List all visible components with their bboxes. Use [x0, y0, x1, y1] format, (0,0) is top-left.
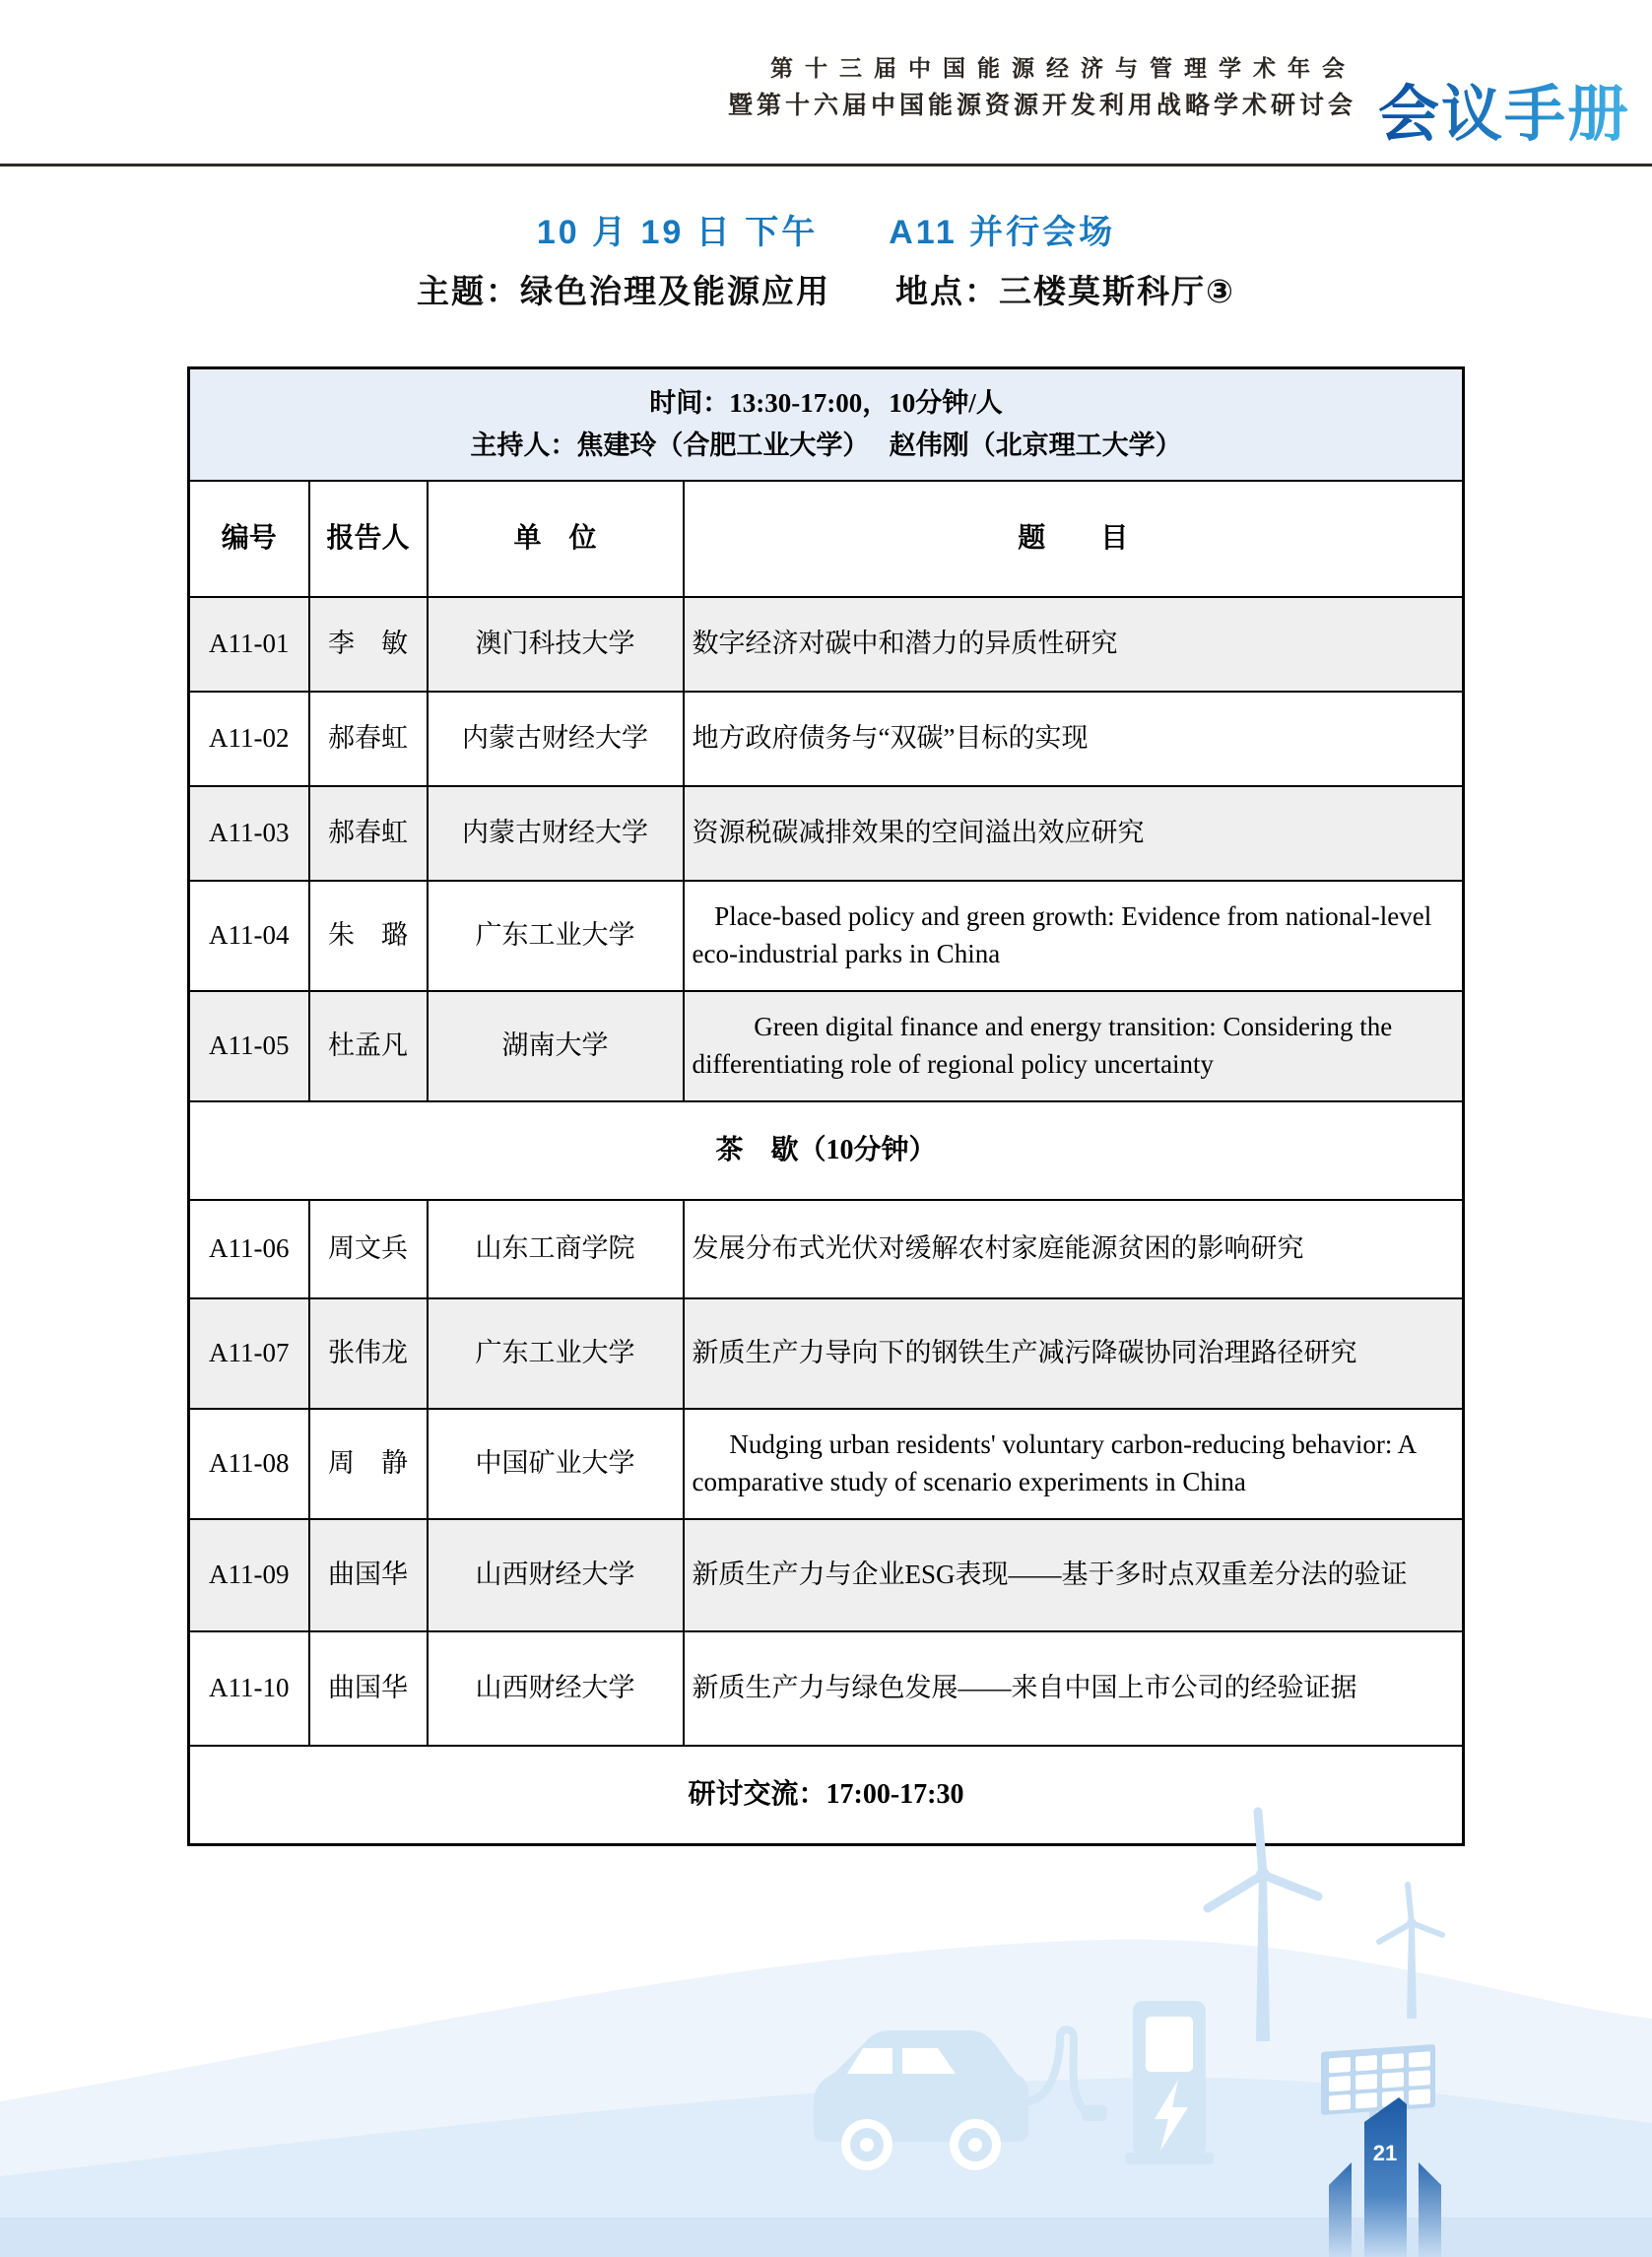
paper-id-cell: A11-09: [189, 1519, 309, 1631]
table-row: [189, 881, 1464, 991]
footer-artwork: [0, 1705, 1652, 2257]
title-cell: 地方政府债务与“双碳”目标的实现: [684, 692, 1464, 786]
session-date: 10 月 19 日 下午: [536, 214, 819, 251]
handbook-logo: 会议手册: [1378, 65, 1630, 153]
schedule-table: [187, 366, 1465, 1846]
speaker-cell: 杜孟凡: [309, 991, 428, 1101]
session-location: 地点：三楼莫斯科厅③: [895, 273, 1235, 309]
speaker-cell: 曲国华: [309, 1631, 428, 1746]
column-header-title: 题 目: [684, 481, 1464, 597]
affiliation-cell: 广东工业大学: [428, 1298, 684, 1409]
topic-heading: [0, 266, 1652, 312]
table-row: [189, 991, 1464, 1101]
speaker-cell: 郝春虹: [309, 692, 428, 786]
paper-id-cell: A11-03: [189, 786, 309, 881]
closing-label: 研讨交流：17:00-17:30: [189, 1746, 1464, 1845]
session-chairs: 主持人：焦建玲（合肥工业大学） 赵伟刚（北京理工大学）: [470, 431, 1182, 460]
table-row: [189, 1409, 1464, 1519]
speaker-cell: 郝春虹: [309, 786, 428, 881]
affiliation-cell: 内蒙古财经大学: [428, 786, 684, 881]
table-row: [189, 1298, 1464, 1409]
title-cell: Place-based policy and green growth: Evidence from national-level eco-industrial parks in China: [684, 881, 1464, 991]
affiliation-cell: 广东工业大学: [428, 881, 684, 991]
speaker-cell: 李 敏: [309, 597, 428, 692]
session-info-cell: [189, 368, 1464, 482]
table-row: [189, 692, 1464, 786]
paper-id-cell: A11-01: [189, 597, 309, 692]
session-info-row: [189, 368, 1464, 482]
conference-title-line2: 暨第十六届中国能源资源开发利用战略学术研讨会: [727, 92, 1356, 119]
conference-banner: [728, 57, 1356, 118]
speaker-cell: 曲国华: [309, 1519, 428, 1631]
affiliation-cell: 澳门科技大学: [428, 597, 684, 692]
tea-break-row: [189, 1101, 1464, 1200]
speaker-cell: 张伟龙: [309, 1298, 428, 1409]
affiliation-cell: 中国矿业大学: [428, 1409, 684, 1519]
title-cell: 新质生产力与企业ESG表现——基于多时点双重差分法的验证: [684, 1519, 1464, 1631]
affiliation-cell: 内蒙古财经大学: [428, 692, 684, 786]
session-heading: [0, 205, 1652, 253]
session-venue: A11 并行会场: [889, 214, 1116, 251]
title-cell: Green digital finance and energy transition: Considering the differentiating role of regional policy uncertainty: [684, 991, 1464, 1101]
title-cell: 资源税碳减排效果的空间溢出效应研究: [684, 786, 1464, 881]
column-header-speaker: 报告人: [309, 481, 428, 597]
affiliation-cell: 山西财经大学: [428, 1631, 684, 1746]
paper-id-cell: A11-04: [189, 881, 309, 991]
paper-id-cell: A11-10: [189, 1631, 309, 1746]
column-header-row: [189, 481, 1464, 597]
title-cell: 新质生产力与绿色发展——来自中国上市公司的经验证据: [684, 1631, 1464, 1746]
affiliation-cell: 山东工商学院: [428, 1200, 684, 1298]
paper-id-cell: A11-08: [189, 1409, 309, 1519]
speaker-cell: 周 静: [309, 1409, 428, 1519]
paper-id-cell: A11-02: [189, 692, 309, 786]
title-cell: Nudging urban residents' voluntary carbon-reducing behavior: A comparative study of scenario experiments in China: [684, 1409, 1464, 1519]
table-row: [189, 1200, 1464, 1298]
charging-station-icon: [1125, 2001, 1214, 2164]
paper-id-cell: A11-07: [189, 1298, 309, 1409]
page-number: 21: [1372, 2141, 1398, 2165]
speaker-cell: 朱 璐: [309, 881, 428, 991]
tea-break-label: 茶 歇（10分钟）: [189, 1101, 1464, 1200]
title-cell: 发展分布式光伏对缓解农村家庭能源贫困的影响研究: [684, 1200, 1464, 1298]
speaker-cell: 周文兵: [309, 1200, 428, 1298]
conference-title-line1: 第十三届中国能源经济与管理学术年会: [770, 55, 1356, 81]
column-header-id: 编号: [189, 481, 309, 597]
title-cell: 数字经济对碳中和潜力的异质性研究: [684, 597, 1464, 692]
table-row: [189, 786, 1464, 881]
affiliation-cell: 山西财经大学: [428, 1519, 684, 1631]
session-time: 时间：13:30-17:00，10分钟/人: [649, 387, 1003, 418]
column-header-affiliation: 单 位: [428, 481, 684, 597]
session-topic: 主题：绿色治理及能源应用: [417, 273, 831, 309]
affiliation-cell: 湖南大学: [428, 991, 684, 1101]
table-row: [189, 1519, 1464, 1631]
table-row: [189, 597, 1464, 692]
header-divider: [0, 164, 1652, 166]
title-cell: 新质生产力导向下的钢铁生产减污降碳协同治理路径研究: [684, 1298, 1464, 1409]
paper-id-cell: A11-05: [189, 991, 309, 1101]
paper-id-cell: A11-06: [189, 1200, 309, 1298]
